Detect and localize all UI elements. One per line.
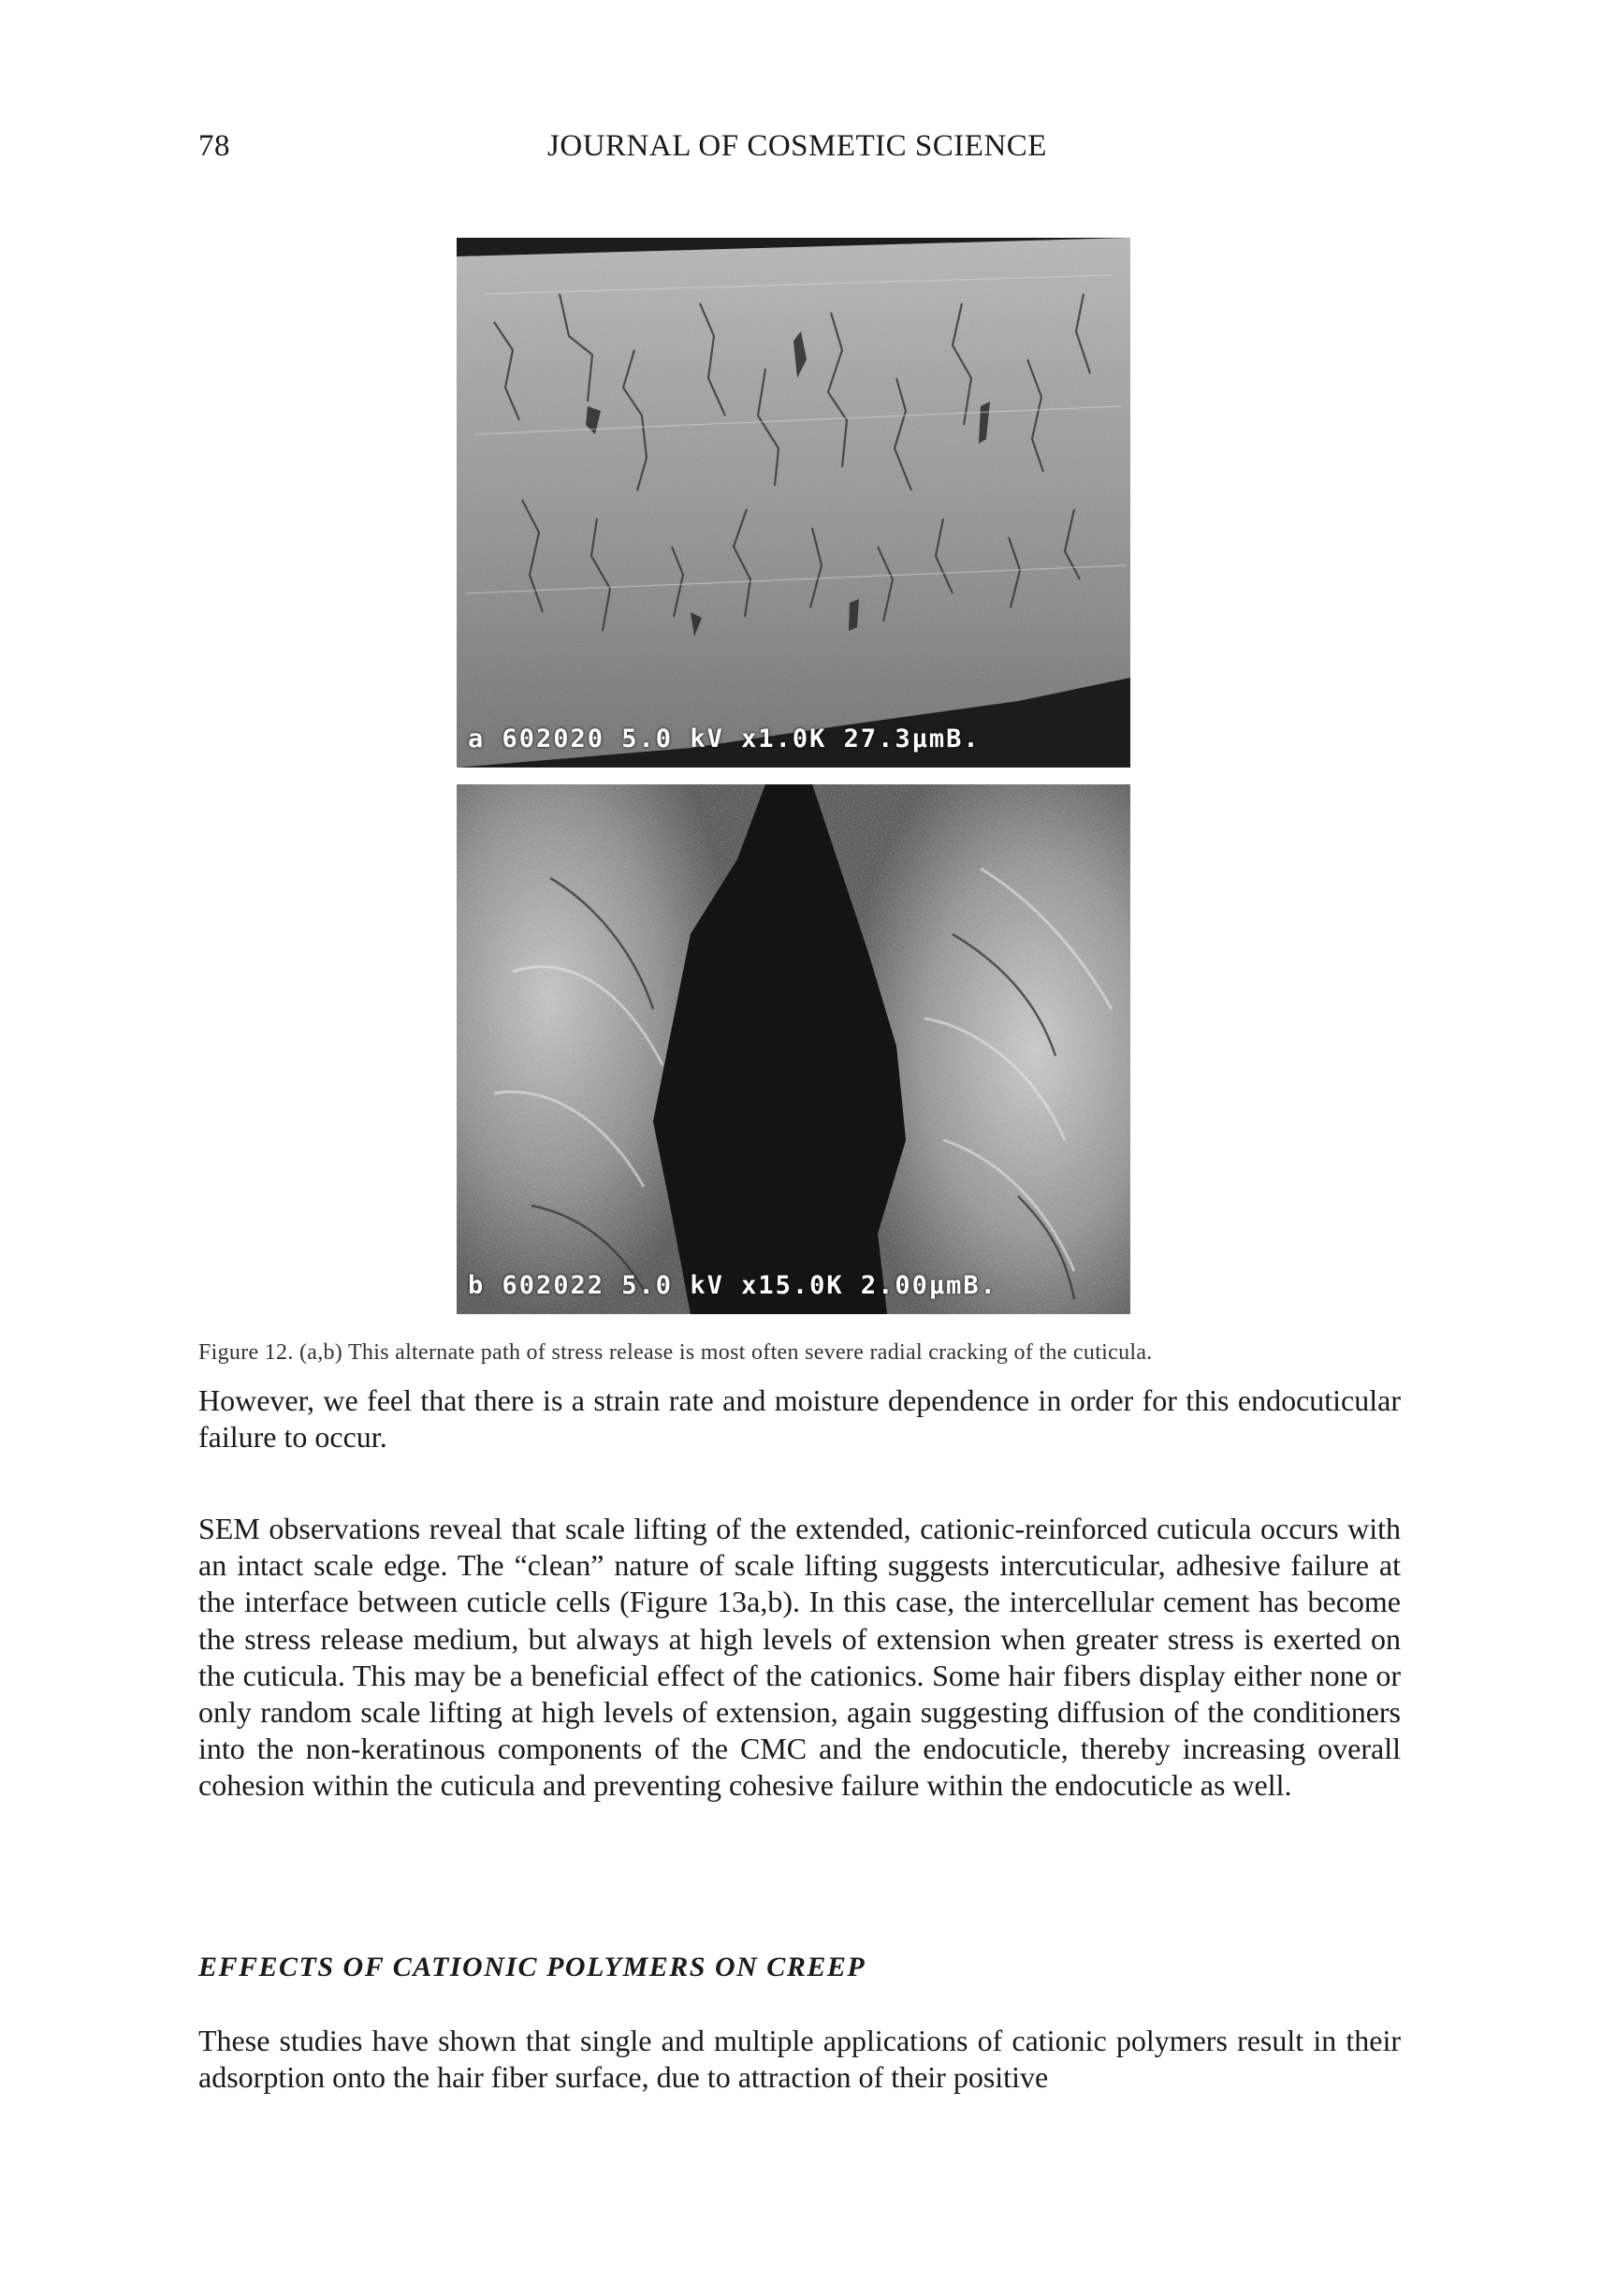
sem-image-panel-b bbox=[457, 784, 1130, 1314]
paragraph-1: However, we feel that there is a strain rate and moisture dependence in order for this endocuticular failure to occur. bbox=[198, 1383, 1401, 1455]
sem-image-panel-a bbox=[457, 238, 1130, 768]
hair-fiber-cracked-image bbox=[457, 238, 1130, 768]
journal-title: JOURNAL OF COSMETIC SCIENCE bbox=[547, 129, 1047, 163]
panel-a-label: a 602020 5.0 kV x1.0K 27.3µmB. bbox=[468, 724, 981, 753]
paragraph-2: SEM observations reveal that scale lifting of the extended, cationic-reinforced cuticula occurs with an intact scale edge. The “clean” nature of scale lifting suggests intercuticular, adhesive failure at the interface between cuticle cells (Figure 13a,b). In this case, the intercellular cement has become the stress release medium, but always at high levels of extension when greater stress is exerted on the cuticula. This may be a beneficial effect of the cationics. Some hair fibers display either none or only random scale lifting at high levels of extension, again suggesting diffusion of the conditioners into the non-keratinous components of the CMC and the endocuticle, thereby increasing overall cohesion within the cuticula and preventing cohesive failure within the endocuticle as well. bbox=[198, 1512, 1401, 1803]
section-paragraph: These studies have shown that single and multiple applications of cationic polymers result in their adsorption onto the hair fiber surface, due to attraction of their positive bbox=[198, 2024, 1401, 2095]
panel-b-label: b 602022 5.0 kV x15.0K 2.00µmB. bbox=[468, 1271, 997, 1300]
section-heading: EFFECTS OF CATIONIC POLYMERS ON CREEP bbox=[198, 1952, 866, 1982]
page-number: 78 bbox=[198, 129, 230, 163]
figure-caption: Figure 12. (a,b) This alternate path of stress release is most often severe radial cracking of the cuticula. bbox=[198, 1340, 1153, 1365]
radial-crack-closeup-image bbox=[457, 784, 1130, 1314]
